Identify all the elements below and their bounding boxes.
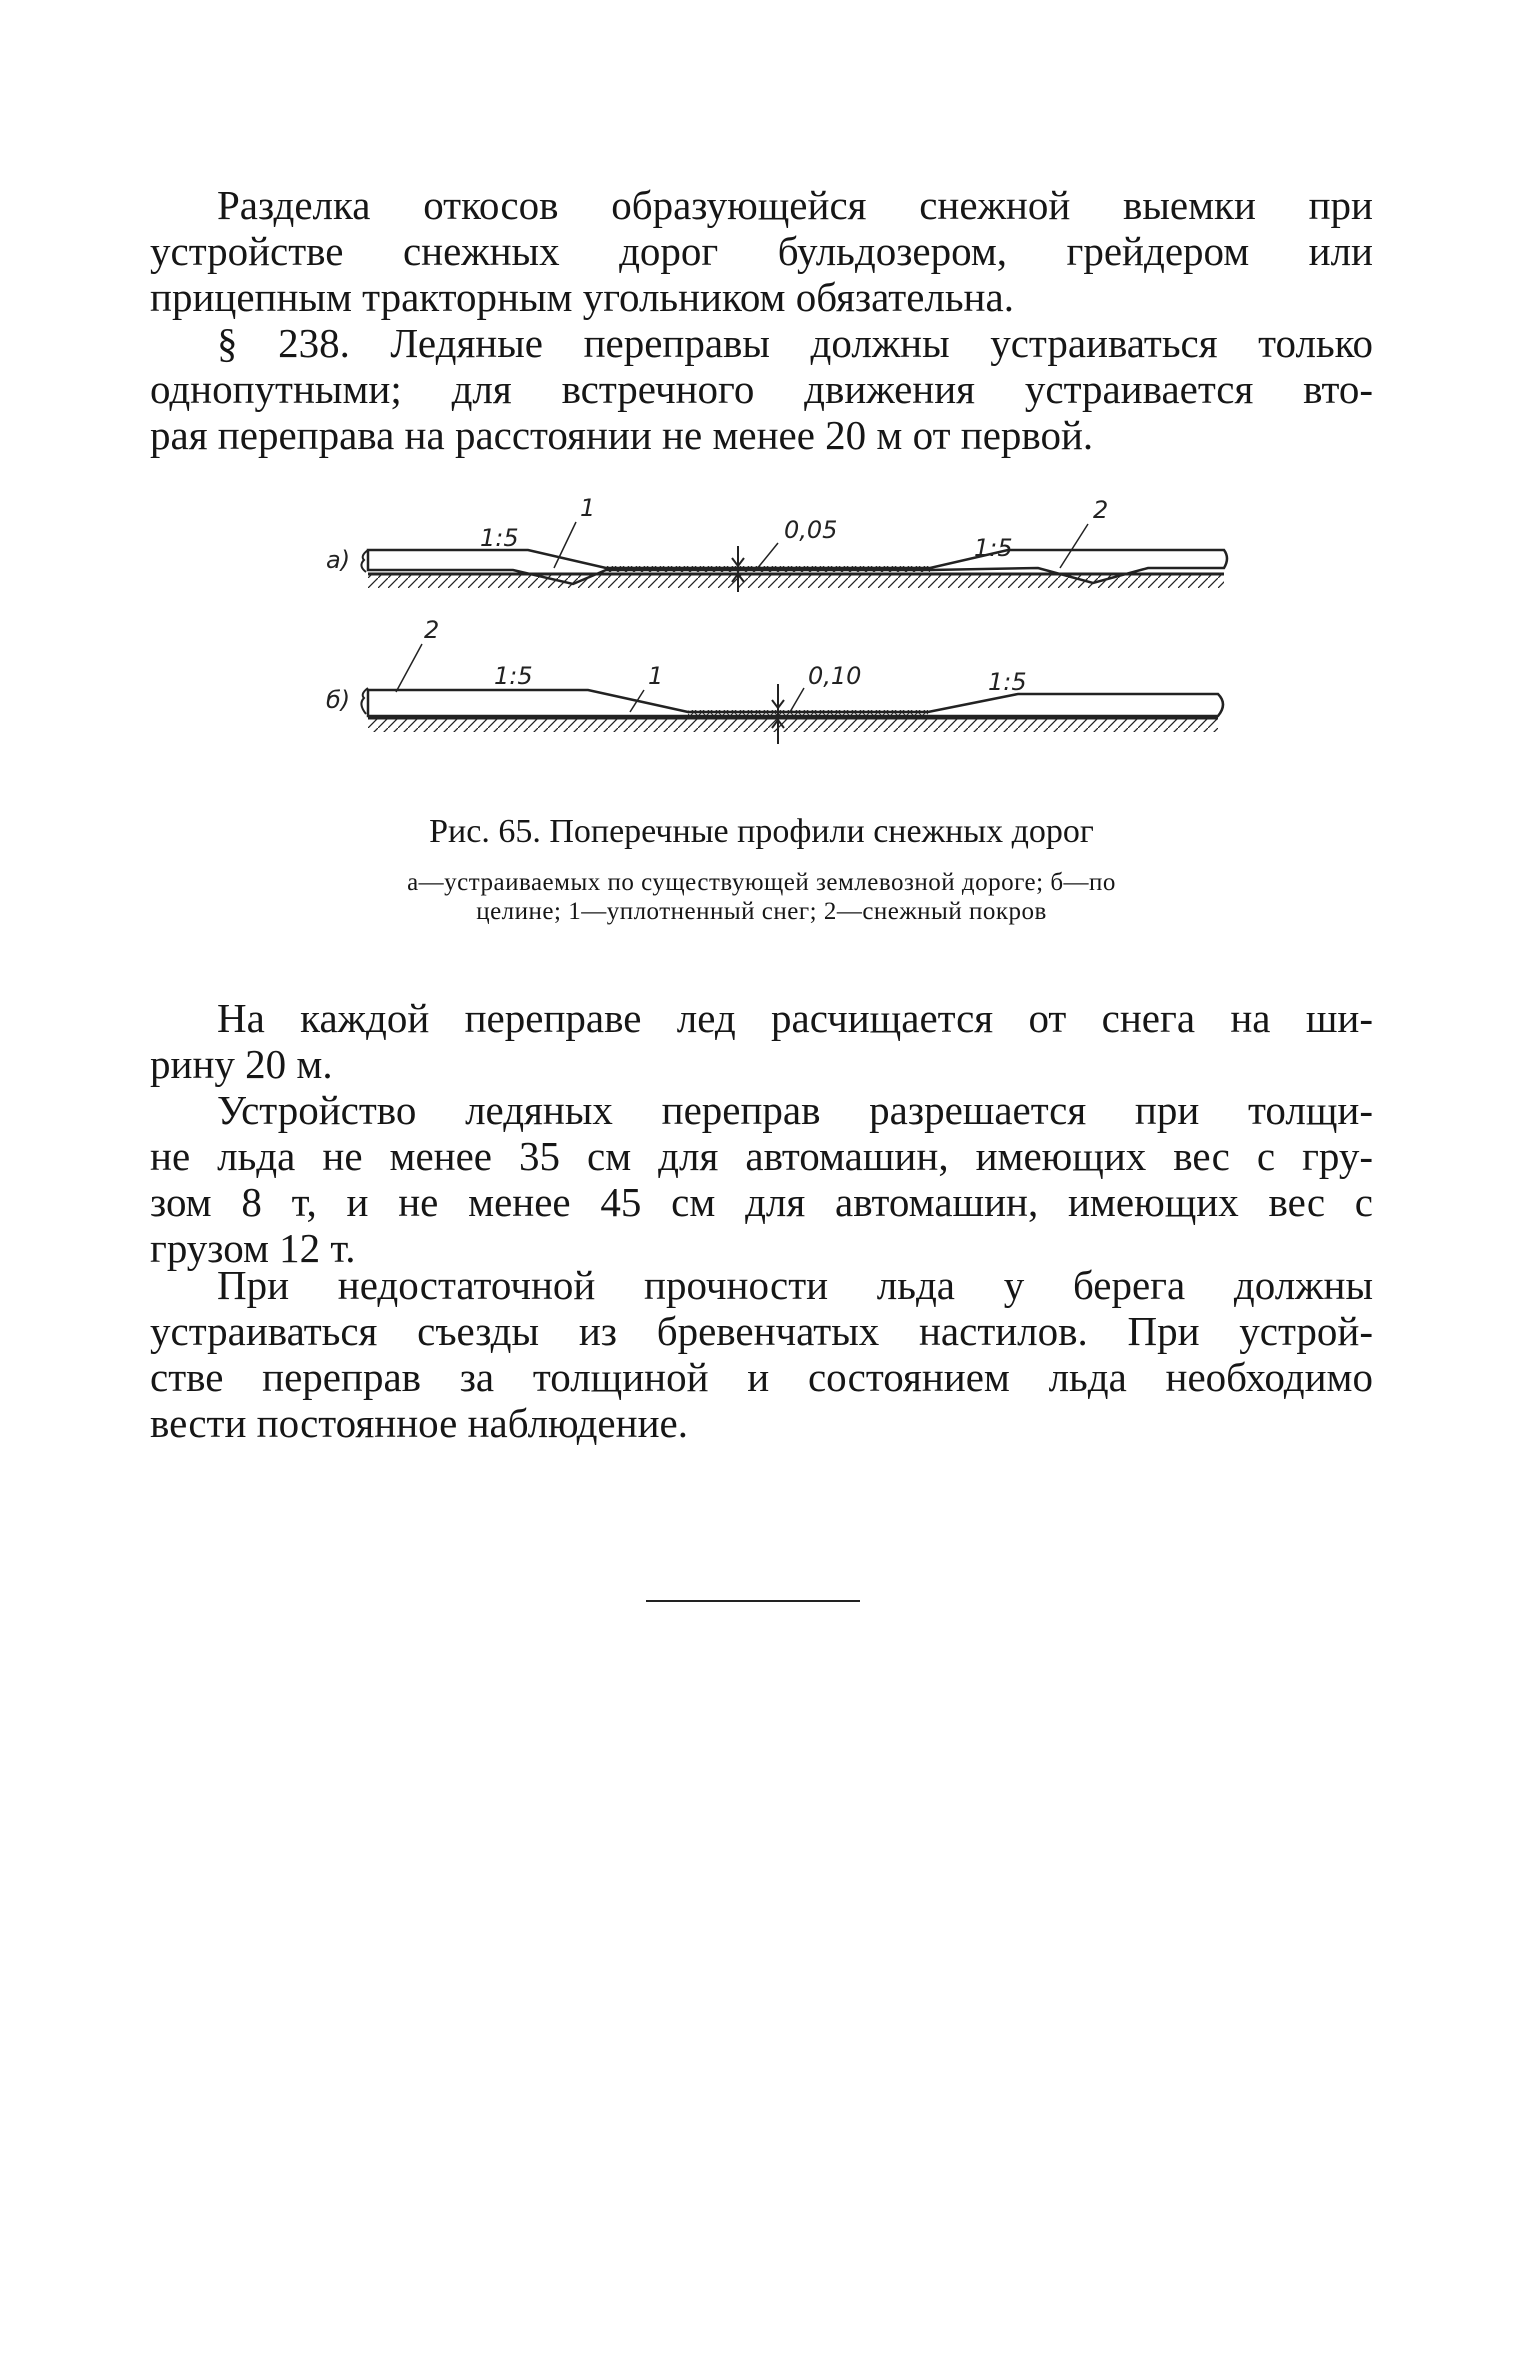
text-line: рину 20 м. [150,1041,333,1087]
text-line: На каждой переправе лед расчищается от снега на ши- [217,995,1373,1041]
text-line: вести постоянное наблюдение. [150,1400,688,1446]
profile-b-thickness-leader [790,688,804,712]
section-end-rule [646,1600,860,1602]
text-line: не льда не менее 35 см для автомашин, имеющих вес с гру- [150,1133,1373,1179]
profile-b-slope-left: 1:5 [494,662,533,690]
profile-b-callout-1: 1 [648,662,664,690]
paragraph-log-ramps [150,1262,1373,1446]
paragraph-ice-thickness [150,1087,1373,1271]
figure-caption-legend-line: целине; 1—уплотненный снег; 2—снежный покров [476,898,1047,925]
profile-a-compacted-snow [606,566,930,572]
profile-b-compacted-snow [688,710,928,716]
profile-b-thickness: 0,10 [808,662,862,690]
profile-a-thickness-leader [756,543,778,570]
text-line: однопутными; для встречного движения устраивается вто- [150,366,1373,412]
text-line: рая переправа на расстоянии не менее 20 м от первой. [150,412,1094,458]
profile-a-slope-right: 1:5 [974,534,1013,562]
paragraph-slope-cutting [150,182,1373,320]
text-line: § 238. Ледяные переправы должны устраиваться только [217,320,1373,366]
profile-b-marker: б) [326,686,351,714]
profile-b [326,616,1223,744]
profile-a [326,494,1227,592]
text-line: Устройство ледяных переправ разрешается при толщи- [217,1087,1373,1133]
profile-a-marker: а) [326,546,351,574]
profile-b-callout-2-leader [396,644,422,692]
profile-a-callout-1: 1 [580,494,596,522]
text-line: прицепным тракторным угольником обязательна. [150,274,1014,320]
profile-a-callout-2: 2 [1093,496,1109,524]
text-line: При недостаточной прочности льда у берега должны [217,1262,1373,1308]
text-line: Разделка откосов образующейся снежной выемки при [217,182,1373,228]
figure-caption-legend-line: а—устраиваемых по существующей землевозной дороге; б—по [407,869,1116,896]
text-line: грузом 12 т. [150,1225,356,1271]
figure-caption-legend [150,868,1373,926]
profile-b-ground-hatch [368,718,1218,732]
text-line: зом 8 т, и не менее 45 см для автомашин, имеющих вес с [150,1179,1373,1225]
profile-b-callout-2: 2 [424,616,440,644]
text-line: устраиваться съезды из бревенчатых настилов. При устрой- [150,1308,1373,1354]
paragraph-ice-clearing [150,995,1373,1087]
text-line: стве переправ за толщиной и состоянием льда необходимо [150,1354,1373,1400]
figure-caption-title: Рис. 65. Поперечные профили снежных дорог [429,813,1094,850]
paragraph-section-238 [150,320,1373,458]
profile-a-ground-hatch [368,574,1224,588]
text-line: устройстве снежных дорог бульдозером, грейдером или [150,228,1373,274]
snow-road-profiles-figure [318,488,1238,778]
profile-a-slope-left: 1:5 [480,524,519,552]
profile-a-thickness: 0,05 [784,516,838,544]
profile-b-slope-right: 1:5 [988,668,1027,696]
